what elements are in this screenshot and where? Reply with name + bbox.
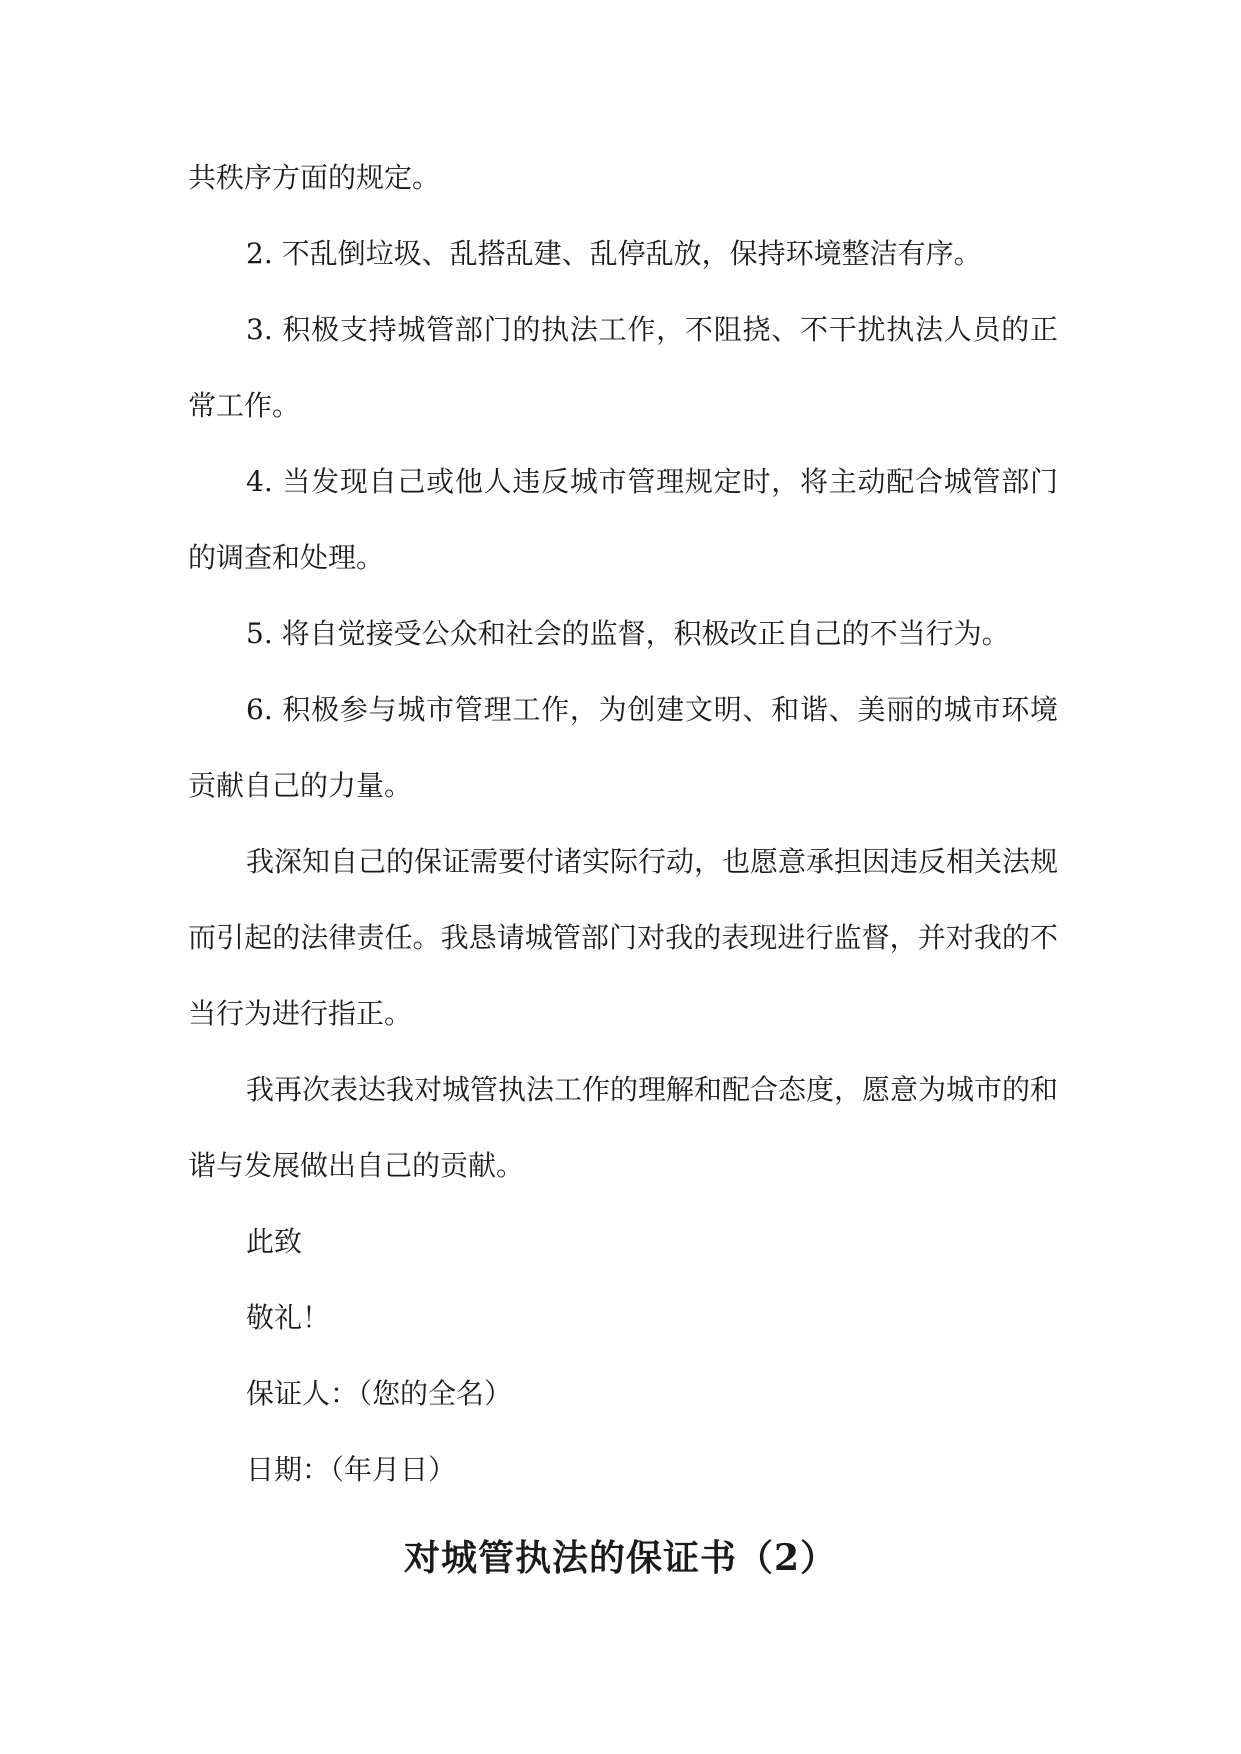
section-title: 对城管执法的保证书（2）	[403, 1537, 838, 1579]
closing-salutation: 此致	[246, 1225, 303, 1258]
guarantor-line: 保证人：（您的全名）	[246, 1377, 513, 1410]
paragraph-item-6: 6. 积极参与城市管理工作，为创建文明、和谐、美丽的城市环境贡献自己的力量。	[188, 693, 1058, 802]
closing-regards: 敬礼！	[246, 1301, 331, 1334]
paragraph-item-5: 5. 将自觉接受公众和社会的监督，积极改正自己的不当行为。	[246, 617, 1010, 650]
date-line: 日期：（年月日）	[246, 1453, 457, 1486]
paragraph-commitment: 我深知自己的保证需要付诸实际行动，也愿意承担因违反相关法规而引起的法律责任。我恳请城管部门对我的表现进行监督，并对我的不当行为进行指正。	[188, 845, 1059, 1030]
paragraph-item-2: 2. 不乱倒垃圾、乱搭乱建、乱停乱放，保持环境整洁有序。	[246, 237, 982, 270]
paragraph-continuation: 共秩序方面的规定。	[188, 161, 441, 194]
paragraph-reaffirm: 我再次表达我对城管执法工作的理解和配合态度，愿意为城市的和谐与发展做出自己的贡献。	[188, 1073, 1059, 1182]
paragraph-item-3: 3. 积极支持城管部门的执法工作，不阻挠、不干扰执法人员的正常工作。	[188, 313, 1058, 422]
paragraph-item-4: 4. 当发现自己或他人违反城市管理规定时，将主动配合城管部门的调查和处理。	[188, 465, 1058, 574]
document-body	[188, 140, 1058, 1508]
